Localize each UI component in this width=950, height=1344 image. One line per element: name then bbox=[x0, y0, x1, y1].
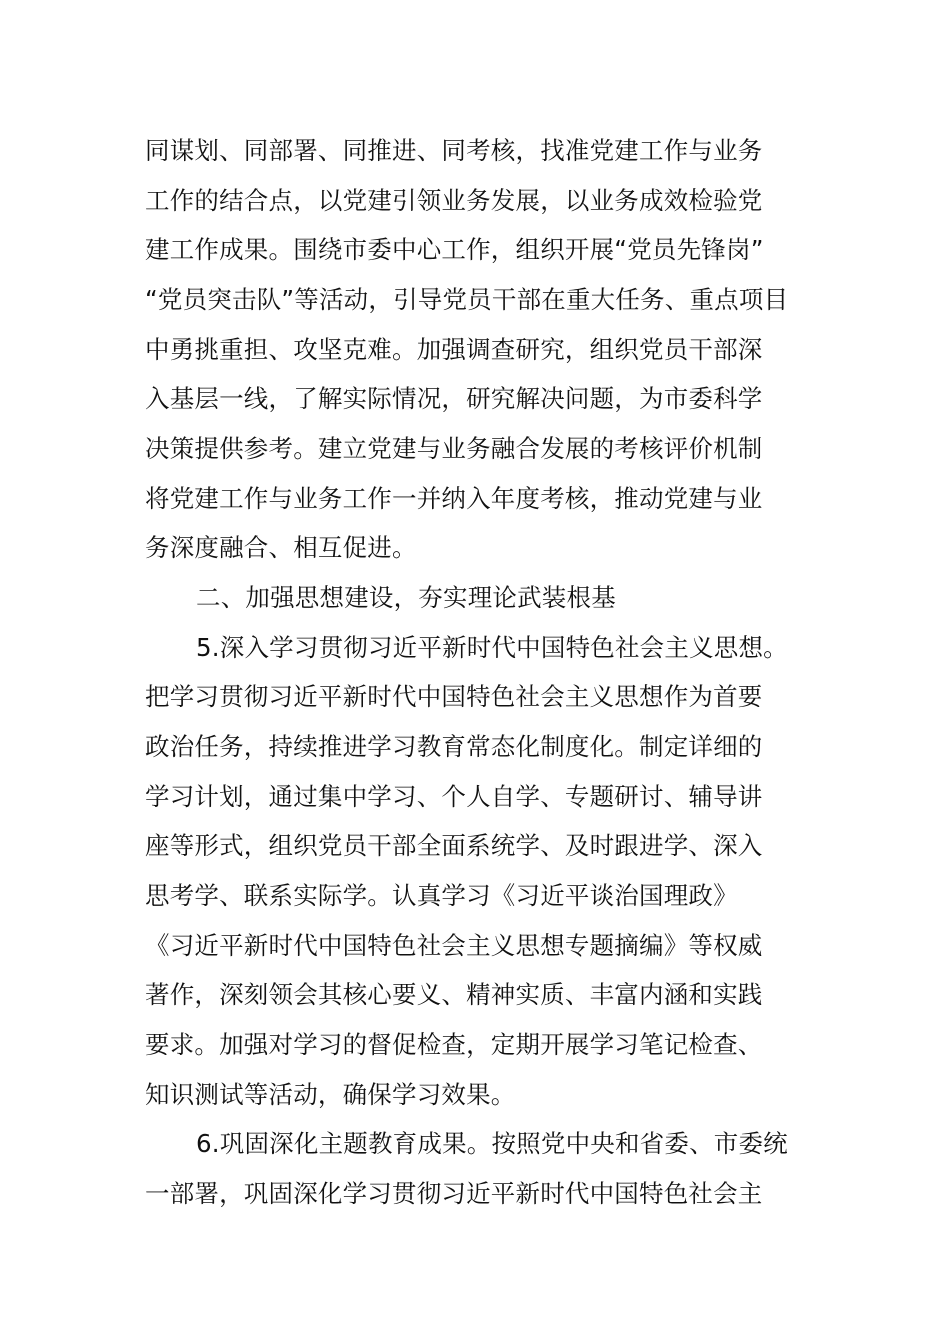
body-text-line: 学习计划，通过集中学习、个人自学、专题研讨、辅导讲 bbox=[145, 782, 763, 811]
body-text-line: 把学习贯彻习近平新时代中国特色社会主义思想作为首要 bbox=[145, 682, 763, 711]
body-text-line: 《习近平新时代中国特色社会主义思想专题摘编》等权威 bbox=[145, 931, 763, 960]
body-text-line: 思考学、联系实际学。认真学习《习近平谈治国理政》 bbox=[145, 881, 738, 910]
body-text-line: 工作的结合点，以党建引领业务发展，以业务成效检验党 bbox=[145, 186, 763, 215]
subsection-heading-6: 6.巩固深化主题教育成果。按照党中央和省委、市委统 bbox=[196, 1129, 788, 1158]
body-text-line: 建工作成果。围绕市委中心工作，组织开展“党员先锋岗” bbox=[145, 235, 764, 264]
body-text-line: 中勇挑重担、攻坚克难。加强调查研究，组织党员干部深 bbox=[145, 335, 763, 364]
body-text-line: 知识测试等活动，确保学习效果。 bbox=[145, 1080, 516, 1109]
body-text-line: 将党建工作与业务工作一并纳入年度考核，推动党建与业 bbox=[145, 484, 763, 513]
body-text-line: 务深度融合、相互促进。 bbox=[145, 533, 417, 562]
body-text-line: 座等形式，组织党员干部全面系统学、及时跟进学、深入 bbox=[145, 831, 763, 860]
section-heading: 二、加强思想建设，夯实理论武装根基 bbox=[196, 583, 616, 612]
body-text-line: 一部署，巩固深化学习贯彻习近平新时代中国特色社会主 bbox=[145, 1179, 763, 1208]
body-text-line: 政治任务，持续推进学习教育常态化制度化。制定详细的 bbox=[145, 732, 763, 761]
body-text-line: 入基层一线，了解实际情况，研究解决问题，为市委科学 bbox=[145, 384, 763, 413]
subsection-heading-5: 5.深入学习贯彻习近平新时代中国特色社会主义思想。 bbox=[196, 633, 788, 662]
body-text-line: 同谋划、同部署、同推进、同考核，找准党建工作与业务 bbox=[145, 136, 763, 165]
body-text-line: 著作，深刻领会其核心要义、精神实质、丰富内涵和实践 bbox=[145, 980, 763, 1009]
body-text-line: 要求。加强对学习的督促检查，定期开展学习笔记检查、 bbox=[145, 1030, 763, 1059]
body-text-line: “党员突击队”等活动，引导党员干部在重大任务、重点项目 bbox=[145, 285, 789, 314]
body-text-line: 决策提供参考。建立党建与业务融合发展的考核评价机制 bbox=[145, 434, 763, 463]
